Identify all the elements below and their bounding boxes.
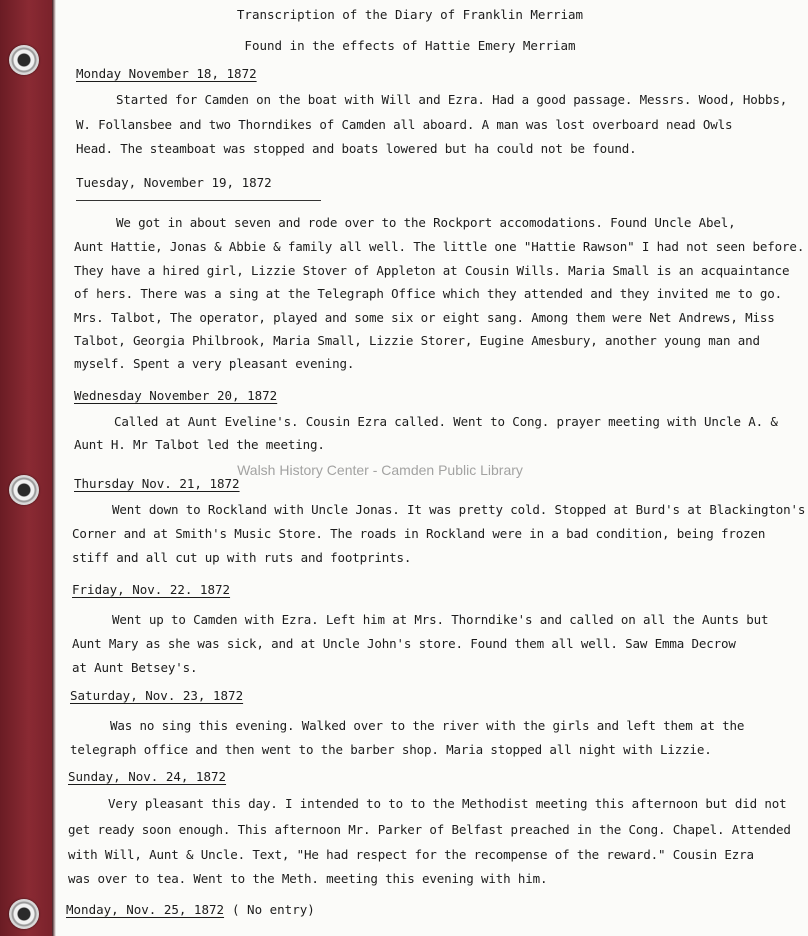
entry-text-line: They have a hired girl, Lizzie Stover of Appleton at Cousin Wills. Maria Small is an acquaintance — [74, 263, 790, 278]
entry-date: Sunday, Nov. 24, 1872 — [68, 769, 227, 784]
entry-text-line: Was no sing this evening. Walked over to the river with the girls and left them at the — [110, 718, 745, 733]
entry-text-line: was over to tea. Went to the Meth. meeting this evening with him. — [68, 871, 548, 886]
entry-text-line: at Aunt Betsey's. — [72, 660, 198, 675]
entry-text-line: Head. The steamboat was stopped and boats lowered but ha could not be found. — [76, 141, 637, 156]
page-title: Transcription of the Diary of Franklin Merriam — [236, 7, 584, 22]
entry-date: Monday, Nov. 25, 1872 — [66, 902, 225, 917]
entry-text-line: of hers. There was a sing at the Telegraph Office which they attended and they invited me to go. — [74, 286, 783, 301]
binder-strip — [0, 0, 52, 936]
entry-text-line: get ready soon enough. This afternoon Mr. Parker of Belfast preached in the Cong. Chapel. Attended — [68, 822, 791, 837]
entry-date: Friday, Nov. 22. 1872 — [72, 582, 231, 597]
entry-date: Tuesday, November 19, 1872 — [76, 175, 272, 190]
binder-ring-hole-bottom — [9, 899, 39, 929]
entry-text-line: Aunt Hattie, Jonas & Abbie & family all well. The little one "Hattie Rawson" I had not seen before. — [74, 239, 805, 254]
page-subtitle: Found in the effects of Hattie Emery Merriam — [244, 38, 576, 53]
entry-text-line: Aunt H. Mr Talbot led the meeting. — [74, 437, 325, 452]
entry-text-line: Corner and at Smith's Music Store. The roads in Rockland were in a bad condition, being frozen — [72, 526, 766, 541]
library-watermark: Walsh History Center - Camden Public Library — [237, 462, 523, 478]
entry-text-line: W. Follansbee and two Thorndikes of Camden all aboard. A man was lost overboard nead Owls — [76, 117, 733, 132]
entry-date: Monday November 18, 1872 — [76, 66, 257, 81]
heading-rule — [76, 200, 321, 201]
entry-text-line: Mrs. Talbot, The operator, played and some six or eight sang. Among them were Net Andrews, Miss — [74, 310, 775, 325]
binder-ring-hole-middle — [9, 475, 39, 505]
no-entry-note: ( No entry) — [232, 902, 315, 917]
entry-text-line: Went up to Camden with Ezra. Left him at Mrs. Thorndike's and called on all the Aunts but — [112, 612, 769, 627]
entry-text-line: telegraph office and then went to the barber shop. Maria stopped all night with Lizzie. — [70, 742, 712, 757]
entry-date: Thursday Nov. 21, 1872 — [74, 476, 240, 491]
binder-ring-hole-top — [9, 45, 39, 75]
entry-text-line: Aunt Mary as she was sick, and at Uncle John's store. Found them all well. Saw Emma Decrow — [72, 636, 736, 651]
entry-date: Wednesday November 20, 1872 — [74, 388, 278, 403]
entry-text-line: Went down to Rockland with Uncle Jonas. It was pretty cold. Stopped at Burd's at Blackington's — [112, 502, 806, 517]
entry-text-line: Started for Camden on the boat with Will and Ezra. Had a good passage. Messrs. Wood, Hobbs, — [116, 92, 788, 107]
entry-text-line: Called at Aunt Eveline's. Cousin Ezra called. Went to Cong. prayer meeting with Uncle A. & — [114, 414, 778, 429]
entry-text-line: stiff and all cut up with ruts and footprints. — [72, 550, 412, 565]
entry-text-line: myself. Spent a very pleasant evening. — [74, 356, 355, 371]
binder-edge — [52, 0, 56, 936]
entry-text-line: We got in about seven and rode over to the Rockport accomodations. Found Uncle Abel, — [116, 215, 736, 230]
entry-text-line: with Will, Aunt & Uncle. Text, "He had respect for the recompense of the reward." Cousin Ezra — [68, 847, 754, 862]
entry-text-line: Very pleasant this day. I intended to to to the Methodist meeting this afternoon but did not — [108, 796, 787, 811]
entry-text-line: Talbot, Georgia Philbrook, Maria Small, Lizzie Storer, Eugine Amesbury, another young man and — [74, 333, 760, 348]
entry-date: Saturday, Nov. 23, 1872 — [70, 688, 244, 703]
